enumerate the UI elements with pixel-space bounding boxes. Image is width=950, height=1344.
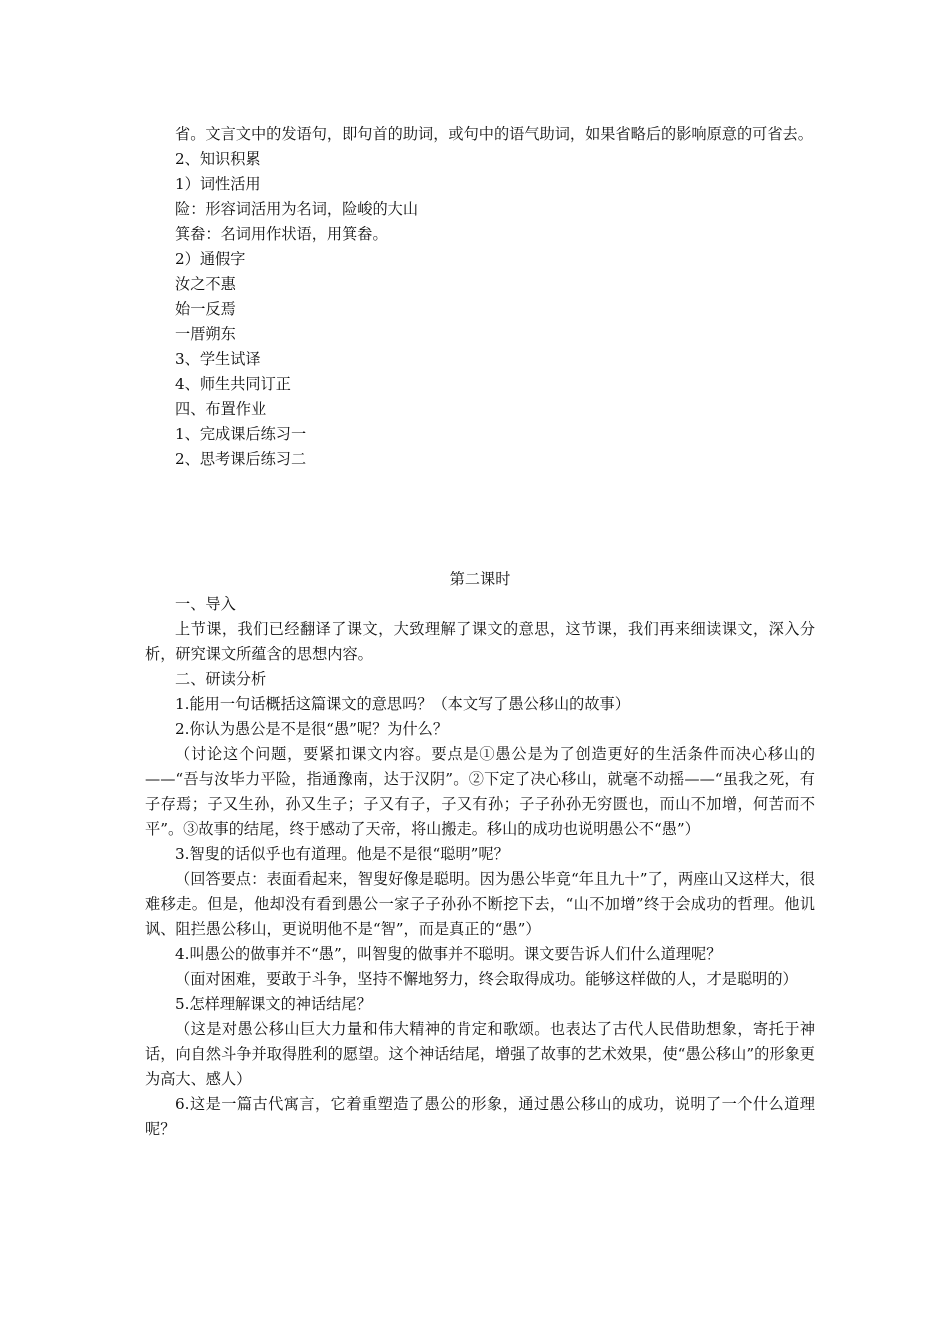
paragraph: 汝之不惠: [175, 275, 236, 293]
part2-block: [145, 592, 815, 1142]
heading-revise: 4、师生共同订正: [175, 375, 291, 393]
paragraph: 始一反焉: [175, 300, 236, 318]
heading-student-translate: 3、学生试译: [175, 350, 261, 368]
answer: （面对困难，要敢于斗争，坚持不懈地努力，终会取得成功。能够这样做的人，才是聪明的）: [175, 970, 798, 988]
heading-knowledge: 2、知识积累: [175, 150, 261, 168]
list-item: 1、完成课后练习一: [175, 425, 307, 443]
part1-block: [145, 122, 815, 472]
question: 1.能用一句话概括这篇课文的意思吗？（本文写了愚公移山的故事）: [175, 695, 630, 713]
heading-intro: 一、导入: [175, 595, 236, 613]
paragraph: 箕畚：名词用作状语，用箕畚。: [175, 225, 388, 243]
spacer: [145, 472, 815, 567]
subheading-word-class: 1）词性活用: [175, 175, 261, 193]
subheading-tongjiazi: 2）通假字: [175, 250, 246, 268]
section-title: 第二课时: [449, 570, 511, 588]
paragraph: 省。文言文中的发语句，即句首的助词，或句中的语气助词，如果省略后的影响原意的可省去。: [175, 125, 813, 143]
question: 6.这是一篇古代寓言，它着重塑造了愚公的形象，通过愚公移山的成功，说明了一个什么道理呢？: [145, 1095, 815, 1138]
answer: （讨论这个问题，要紧扣课文内容。要点是①愚公是为了创造更好的生活条件而决心移山的——“吾与汝毕力平险，指通豫南，达于汉阴”。②下定了决心移山，就毫不动摇——“虽我之死，有子存焉；子又生孙，孙又生子；子又有子，子又有孙；子子孙孙无穷匮也，而山不加增，何苦而不平”。③故事的结尾，终于感动了天帝，将山搬走。移山的成功也说明愚公不“愚”）: [145, 745, 815, 838]
list-item: 2、思考课后练习二: [175, 450, 307, 468]
answer: （回答要点：表面看起来，智叟好像是聪明。因为愚公毕竟“年且九十”了，两座山又这样大，很难移走。但是，他却没有看到愚公一家子子孙孙不断挖下去，“山不加增”终于会成功的哲理。他讥讽、阻拦愚公移山，更说明他不是“智”，而是真正的“愚”）: [145, 870, 815, 938]
question: 5.怎样理解课文的神话结尾？: [175, 995, 372, 1013]
question: 3.智叟的话似乎也有道理。他是不是很“聪明”呢？: [175, 845, 509, 863]
question: 4.叫愚公的做事并不“愚”，叫智叟的做事并不聪明。课文要告诉人们什么道理呢？: [175, 945, 722, 963]
answer: （这是对愚公移山巨大力量和伟大精神的肯定和歌颂。也表达了古代人民借助想象，寄托于神话，向自然斗争并取得胜利的愿望。这个神话结尾，增强了故事的艺术效果，使“愚公移山”的形象更为高大、感人）: [145, 1020, 815, 1088]
question: 2.你认为愚公是不是很“愚”呢？为什么？: [175, 720, 449, 738]
heading-homework: 四、布置作业: [175, 400, 267, 418]
document-page: [145, 122, 815, 1142]
paragraph: 一厝朔东: [175, 325, 236, 343]
paragraph: 险：形容词活用为名词，险峻的大山: [175, 200, 418, 218]
heading-analysis: 二、研读分析: [175, 670, 267, 688]
paragraph: 上节课，我们已经翻译了课文，大致理解了课文的意思，这节课，我们再来细读课文，深入分析，研究课文所蕴含的思想内容。: [145, 620, 815, 663]
